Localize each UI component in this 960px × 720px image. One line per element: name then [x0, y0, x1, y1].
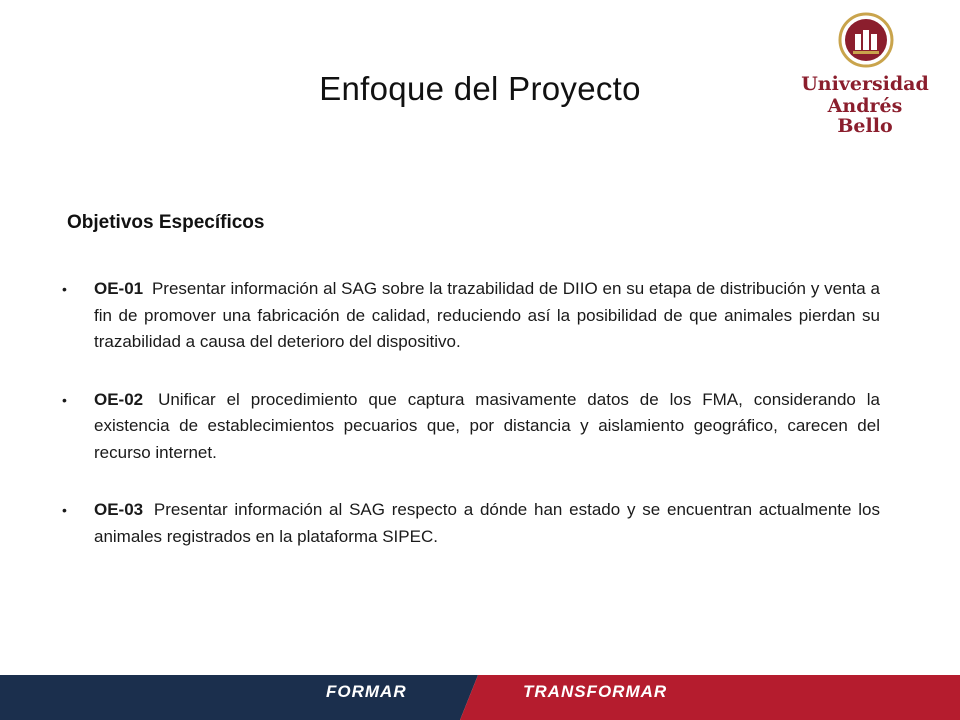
bullet-icon: • — [62, 502, 67, 518]
objective-code: OE-01 — [94, 279, 144, 298]
objective-code: OE-03 — [94, 500, 144, 519]
logo-text-line1: Universidad — [801, 73, 929, 95]
university-seal-icon — [838, 12, 894, 68]
footer-banner — [0, 675, 960, 720]
footer-label-transformar: TRANSFORMAR — [523, 682, 668, 701]
footer-label-formar: FORMAR — [326, 682, 407, 701]
bullet-icon: • — [62, 391, 67, 408]
logo-text-line2: Andrés Bello — [827, 95, 903, 137]
footer-banner-shape — [0, 675, 960, 720]
objective-item-oe03 — [62, 497, 880, 550]
university-logo — [800, 12, 930, 137]
section-heading: Objetivos Específicos — [67, 212, 265, 233]
objective-item-oe02 — [62, 387, 880, 467]
objective-text: Presentar información al SAG respecto a dónde han estado y se encuentran actualmente los animales registrados en la plataforma SIPEC. — [94, 500, 880, 546]
objectives-list — [62, 276, 880, 581]
objective-text: Presentar información al SAG sobre la trazabilidad de DIIO en su etapa de distribución y venta a fin de promover una fabricación de calidad, reduciendo así la posibilidad de que animales pierdan su trazabilidad a causa del deterioro del dispositivo. — [94, 279, 880, 351]
objective-text: Unificar el procedimiento que captura masivamente datos de los FMA, considerando la existencia de establecimientos pecuarios que, por distancia y aislamiento geográfico, carecen del recurso internet. — [94, 389, 880, 462]
objective-code: OE-02 — [94, 389, 144, 409]
bullet-icon: • — [62, 281, 67, 297]
slide-title: Enfoque del Proyecto — [319, 70, 641, 107]
objective-item-oe01 — [62, 276, 880, 356]
